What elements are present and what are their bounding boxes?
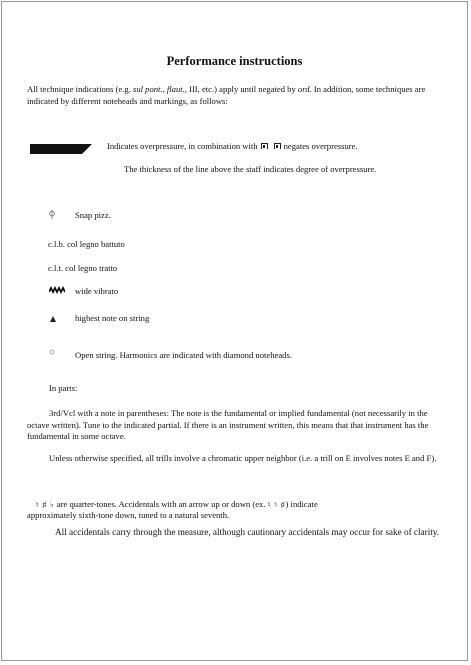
- intro-paragraph: [27, 84, 447, 107]
- intro-mid: III, etc.) apply until negated by: [186, 84, 298, 94]
- intro-em-techniques: sul pont., flaut.,: [132, 84, 187, 94]
- intro-suffix: In addition, some techniques are indicated by different noteheads and markings, as follows:: [27, 84, 426, 106]
- overpressure-line1: [107, 141, 358, 153]
- sixth-tone-line: approximately sixth-tone down, tuned to a natural seventh.: [27, 510, 230, 520]
- overpressure-text-b: negates overpressure.: [283, 141, 358, 151]
- wide-vibrato-label: wide vibrato: [75, 286, 119, 296]
- ordinario-symbol-icon: [261, 143, 268, 149]
- overpressure-line2: The thickness of the line above the staff indicates degree of overpressure.: [124, 164, 377, 174]
- intro-prefix: All technique indications (e.g.: [27, 84, 133, 94]
- quarter-tone-text-b: ) indicate: [285, 499, 318, 509]
- page-title: Performance instructions: [166, 54, 303, 68]
- quarter-tone-line: [36, 499, 436, 511]
- arrow-accidentals-icon: ♮ ♮ ♯: [267, 500, 286, 509]
- wide-vibrato-icon: [49, 286, 65, 294]
- open-string-icon: [49, 349, 55, 355]
- snap-pizz-icon: [48, 210, 56, 220]
- fundamental-paragraph: 3rd/Vcl with a note in parentheses: The note is the fundamental or implied fundamental (not necessarily in the octave written). Tune to the indicated partial. If there is an instrument written, this means that that instrument has the fundamental in some octave.: [27, 408, 429, 442]
- in-parts-heading: In parts:: [49, 383, 78, 393]
- snap-pizz-label: Snap pizz.: [75, 210, 111, 220]
- accidentals-paragraph: All accidentals carry through the measure, although cautionary accidentals may occur for sake of clarity.: [55, 527, 440, 537]
- overpressure-wedge-icon: [30, 143, 92, 155]
- highest-note-label: highest note on string: [75, 313, 150, 323]
- highest-note-icon: [49, 315, 57, 323]
- instructions-page: [1, 1, 468, 661]
- quarter-tone-text-a: are quarter-tones. Accidentals with an arrow up or down (ex.: [56, 499, 266, 509]
- negate-symbol-icon: [274, 143, 281, 149]
- open-string-label: Open string. Harmonics are indicated with diamond noteheads.: [75, 350, 292, 360]
- clb-line: c.l.b. col legno battuto: [48, 239, 125, 249]
- clt-line: c.l.t. col legno tratto: [48, 263, 118, 273]
- intro-em-ord: ord.: [297, 84, 312, 94]
- trills-paragraph: Unless otherwise specified, all trills involve a chromatic upper neighbor (i.e. a trill on E involves notes E and F).: [49, 453, 437, 463]
- overpressure-text-a: Indicates overpressure, in combination with: [107, 141, 258, 151]
- quarter-tone-accidentals-icon: ♮ ♯ ♭: [36, 500, 55, 509]
